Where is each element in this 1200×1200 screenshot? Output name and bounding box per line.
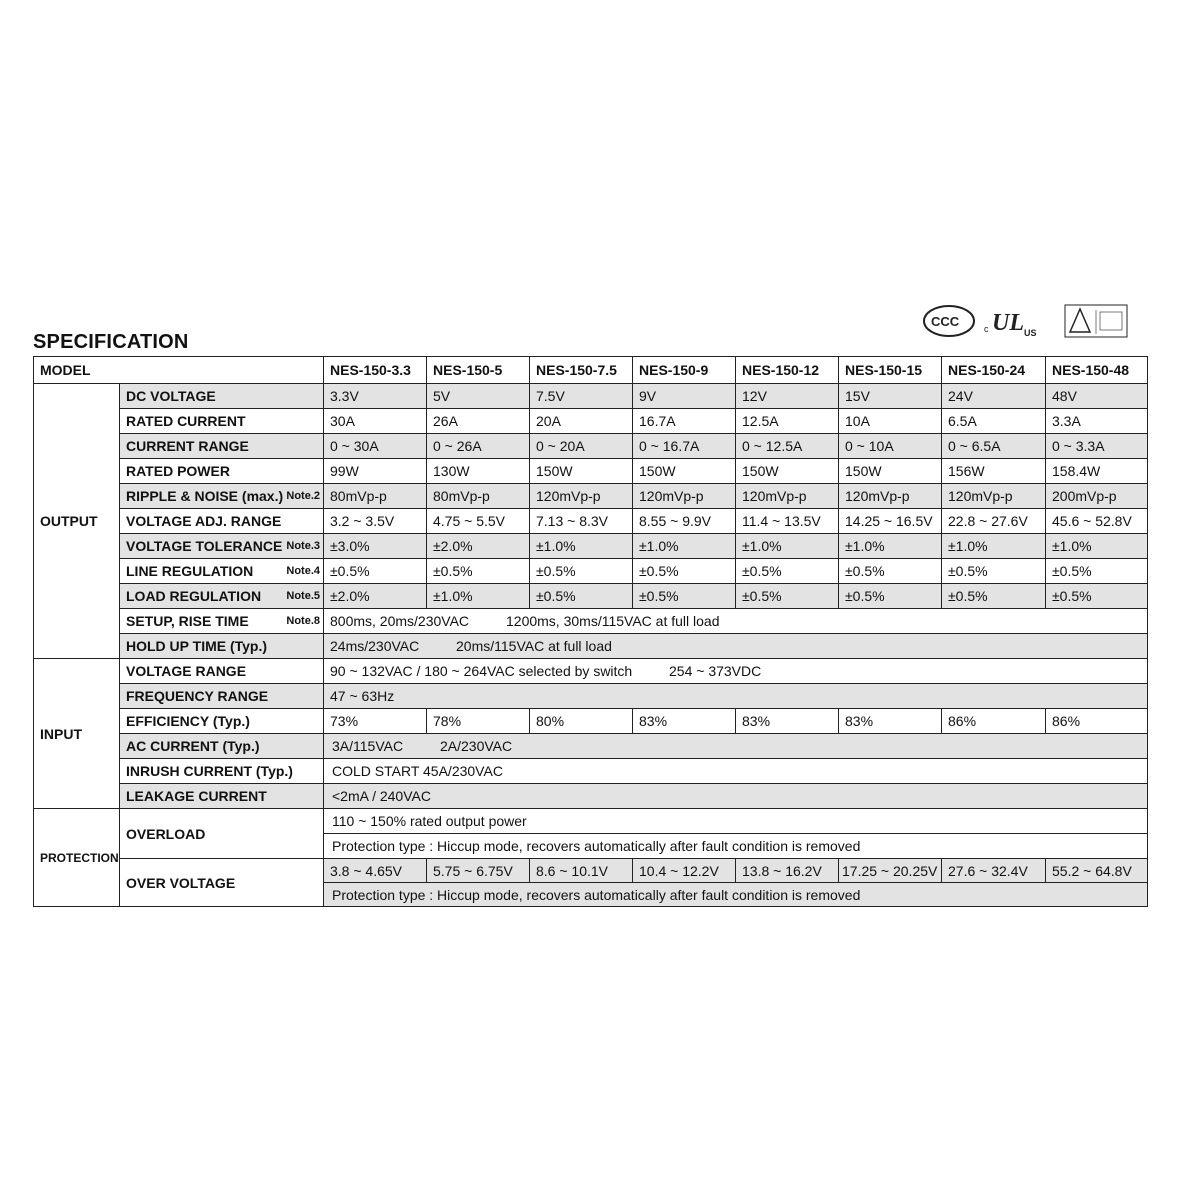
cell-span	[324, 734, 1148, 759]
cell: ±1.0%	[427, 584, 530, 609]
note-ref: Note.5	[286, 590, 320, 602]
cell: 3.8 ~ 4.65V	[324, 859, 427, 883]
cell: 86%	[1046, 709, 1148, 734]
cell-span: Protection type : Hiccup mode, recovers automatically after fault condition is removed	[324, 883, 1148, 907]
cell: 14.25 ~ 16.5V	[839, 509, 942, 534]
spec-row-inrush-current	[34, 759, 1148, 784]
cell: 20A	[530, 409, 633, 434]
certification-marks	[922, 300, 1132, 340]
row-label: VOLTAGE ADJ. RANGE	[120, 509, 324, 534]
cell: 120mVp-p	[530, 484, 633, 509]
cell: 22.8 ~ 27.6V	[942, 509, 1046, 534]
note-ref: Note.2	[286, 490, 320, 502]
cell-text: 3A/115VAC	[332, 738, 404, 754]
cell: ±0.5%	[839, 559, 942, 584]
cell: ±0.5%	[633, 559, 736, 584]
model-header-row	[34, 357, 1148, 384]
cell: 130W	[427, 459, 530, 484]
model-name: NES-150-3.3	[324, 357, 427, 384]
row-label: RATED POWER	[120, 459, 324, 484]
cell-span	[324, 659, 1148, 684]
model-name: NES-150-7.5	[530, 357, 633, 384]
row-label	[120, 484, 324, 509]
cell: 16.7A	[633, 409, 736, 434]
cell: ±0.5%	[530, 584, 633, 609]
cell: 80%	[530, 709, 633, 734]
model-name: NES-150-48	[1046, 357, 1148, 384]
cell: 78%	[427, 709, 530, 734]
spec-row-voltage-adj-range	[34, 509, 1148, 534]
row-label-text: VOLTAGE TOLERANCE	[126, 538, 283, 554]
cell: 48V	[1046, 384, 1148, 409]
spec-row-load-regulation	[34, 584, 1148, 609]
spec-row-input-voltage-range	[34, 659, 1148, 684]
ul-mark-icon	[982, 300, 1042, 340]
row-label: RATED CURRENT	[120, 409, 324, 434]
spec-row-ripple-noise	[34, 484, 1148, 509]
cell: 0 ~ 20A	[530, 434, 633, 459]
cell: 9V	[633, 384, 736, 409]
row-label: DC VOLTAGE	[120, 384, 324, 409]
model-label: MODEL	[34, 357, 324, 384]
cell: ±1.0%	[530, 534, 633, 559]
spec-row-over-voltage-1	[34, 859, 1148, 883]
cell: 5V	[427, 384, 530, 409]
cell: 0 ~ 10A	[839, 434, 942, 459]
cell-text: 20ms/115VAC at full load	[456, 638, 612, 654]
cell: ±0.5%	[1046, 584, 1148, 609]
cell-span: Protection type : Hiccup mode, recovers automatically after fault condition is removed	[324, 834, 1148, 859]
cell: ±0.5%	[1046, 559, 1148, 584]
row-label: FREQUENCY RANGE	[120, 684, 324, 709]
cell: 8.6 ~ 10.1V	[530, 859, 633, 883]
cell: ±0.5%	[530, 559, 633, 584]
cell: 99W	[324, 459, 427, 484]
cell: 3.3A	[1046, 409, 1148, 434]
row-label: EFFICIENCY (Typ.)	[120, 709, 324, 734]
cell: 0 ~ 26A	[427, 434, 530, 459]
cell: 10.4 ~ 12.2V	[633, 859, 736, 883]
cell: 0 ~ 12.5A	[736, 434, 839, 459]
svg-text:c: c	[984, 324, 989, 334]
spec-row-voltage-tolerance	[34, 534, 1148, 559]
spec-row-overload-1	[34, 809, 1148, 834]
row-label: CURRENT RANGE	[120, 434, 324, 459]
cell: 7.13 ~ 8.3V	[530, 509, 633, 534]
cell-span: 47 ~ 63Hz	[324, 684, 1148, 709]
spec-row-hold-up-time	[34, 634, 1148, 659]
svg-text:CCC: CCC	[931, 314, 960, 329]
spec-row-rated-power	[34, 459, 1148, 484]
spec-row-line-regulation	[34, 559, 1148, 584]
cell: 10A	[839, 409, 942, 434]
cell: 150W	[736, 459, 839, 484]
cell: ±1.0%	[736, 534, 839, 559]
cell: 13.8 ~ 16.2V	[736, 859, 839, 883]
cell: 0 ~ 3.3A	[1046, 434, 1148, 459]
cell: 55.2 ~ 64.8V	[1046, 859, 1148, 883]
row-label: OVERLOAD	[120, 809, 324, 859]
cell: 5.75 ~ 6.75V	[427, 859, 530, 883]
cell: ±1.0%	[942, 534, 1046, 559]
cell: 17.25 ~ 20.25V	[839, 859, 942, 883]
cell: 7.5V	[530, 384, 633, 409]
group-input: INPUT	[34, 659, 120, 809]
spec-row-ac-current	[34, 734, 1148, 759]
ccc-mark-icon	[922, 304, 976, 338]
cell: ±0.5%	[839, 584, 942, 609]
spec-row-efficiency	[34, 709, 1148, 734]
cell: 24V	[942, 384, 1046, 409]
specification-table	[33, 356, 1148, 907]
model-name: NES-150-9	[633, 357, 736, 384]
note-ref: Note.4	[286, 565, 320, 577]
row-label	[120, 559, 324, 584]
cell: 0 ~ 16.7A	[633, 434, 736, 459]
cell-text: 2A/230VAC	[440, 738, 513, 754]
cell: 0 ~ 6.5A	[942, 434, 1046, 459]
cell: 15V	[839, 384, 942, 409]
row-label: AC CURRENT (Typ.)	[120, 734, 324, 759]
cell: 120mVp-p	[942, 484, 1046, 509]
row-label: HOLD UP TIME (Typ.)	[120, 634, 324, 659]
row-label: INRUSH CURRENT (Typ.)	[120, 759, 324, 784]
spec-row-current-range	[34, 434, 1148, 459]
cell: 45.6 ~ 52.8V	[1046, 509, 1148, 534]
cell: 156W	[942, 459, 1046, 484]
cell: 3.2 ~ 3.5V	[324, 509, 427, 534]
row-label	[120, 609, 324, 634]
model-name: NES-150-5	[427, 357, 530, 384]
row-label: LEAKAGE CURRENT	[120, 784, 324, 809]
cell: 8.55 ~ 9.9V	[633, 509, 736, 534]
spec-row-rated-current	[34, 409, 1148, 434]
cell: ±1.0%	[839, 534, 942, 559]
cell: ±3.0%	[324, 534, 427, 559]
cell-span	[324, 609, 1148, 634]
cell: ±1.0%	[1046, 534, 1148, 559]
svg-text:US: US	[1024, 328, 1037, 338]
cell: 120mVp-p	[736, 484, 839, 509]
cell: 12V	[736, 384, 839, 409]
cell-text: 254 ~ 373VDC	[669, 663, 762, 679]
cell: ±0.5%	[633, 584, 736, 609]
cell: 83%	[633, 709, 736, 734]
group-protection: PROTECTION	[34, 809, 120, 907]
cell: 4.75 ~ 5.5V	[427, 509, 530, 534]
cell: 11.4 ~ 13.5V	[736, 509, 839, 534]
spec-row-leakage-current	[34, 784, 1148, 809]
cell: 158.4W	[1046, 459, 1148, 484]
cell-text: 800ms, 20ms/230VAC	[330, 613, 470, 629]
row-label-text: RIPPLE & NOISE (max.)	[126, 488, 284, 504]
cell: 120mVp-p	[633, 484, 736, 509]
cell-text: 90 ~ 132VAC / 180 ~ 264VAC selected by switch	[330, 663, 633, 679]
cell: ±0.5%	[942, 559, 1046, 584]
cell: ±0.5%	[736, 584, 839, 609]
cell: 12.5A	[736, 409, 839, 434]
group-output: OUTPUT	[34, 384, 120, 659]
cell-text: 24ms/230VAC	[330, 638, 420, 654]
cell: 150W	[530, 459, 633, 484]
cell: 83%	[839, 709, 942, 734]
row-label-text: LINE REGULATION	[126, 563, 254, 579]
cell: 86%	[942, 709, 1046, 734]
cell: 83%	[736, 709, 839, 734]
cell-span: 110 ~ 150% rated output power	[324, 809, 1148, 834]
cell: ±0.5%	[324, 559, 427, 584]
cell-span: <2mA / 240VAC	[324, 784, 1148, 809]
row-label	[120, 534, 324, 559]
spec-row-dc-voltage	[34, 384, 1148, 409]
cell: ±0.5%	[736, 559, 839, 584]
spec-row-frequency-range	[34, 684, 1148, 709]
saa-mark-icon	[1064, 304, 1128, 338]
note-ref: Note.8	[286, 615, 320, 627]
cell-span	[324, 634, 1148, 659]
svg-text:UL: UL	[992, 310, 1024, 336]
row-label-text: LOAD REGULATION	[126, 588, 262, 604]
cell: 73%	[324, 709, 427, 734]
cell: 3.3V	[324, 384, 427, 409]
cell-text: 1200ms, 30ms/115VAC at full load	[506, 613, 720, 629]
cell: 30A	[324, 409, 427, 434]
cell: ±0.5%	[942, 584, 1046, 609]
row-label: VOLTAGE RANGE	[120, 659, 324, 684]
cell: 0 ~ 30A	[324, 434, 427, 459]
spec-row-setup-rise-time	[34, 609, 1148, 634]
cell: ±2.0%	[427, 534, 530, 559]
cell: ±0.5%	[427, 559, 530, 584]
cell: 150W	[839, 459, 942, 484]
cell: ±1.0%	[633, 534, 736, 559]
cell: 6.5A	[942, 409, 1046, 434]
row-label	[120, 584, 324, 609]
model-name: NES-150-12	[736, 357, 839, 384]
cell-span: COLD START 45A/230VAC	[324, 759, 1148, 784]
cell: 120mVp-p	[839, 484, 942, 509]
cell: 27.6 ~ 32.4V	[942, 859, 1046, 883]
row-label-text: SETUP, RISE TIME	[126, 613, 249, 629]
cell: 150W	[633, 459, 736, 484]
cell: 80mVp-p	[427, 484, 530, 509]
cell: 200mVp-p	[1046, 484, 1148, 509]
row-label: OVER VOLTAGE	[120, 859, 324, 907]
page-title: SPECIFICATION	[33, 331, 189, 353]
cell: ±2.0%	[324, 584, 427, 609]
note-ref: Note.3	[286, 540, 320, 552]
cell: 26A	[427, 409, 530, 434]
cell: 80mVp-p	[324, 484, 427, 509]
model-name: NES-150-15	[839, 357, 942, 384]
model-name: NES-150-24	[942, 357, 1046, 384]
